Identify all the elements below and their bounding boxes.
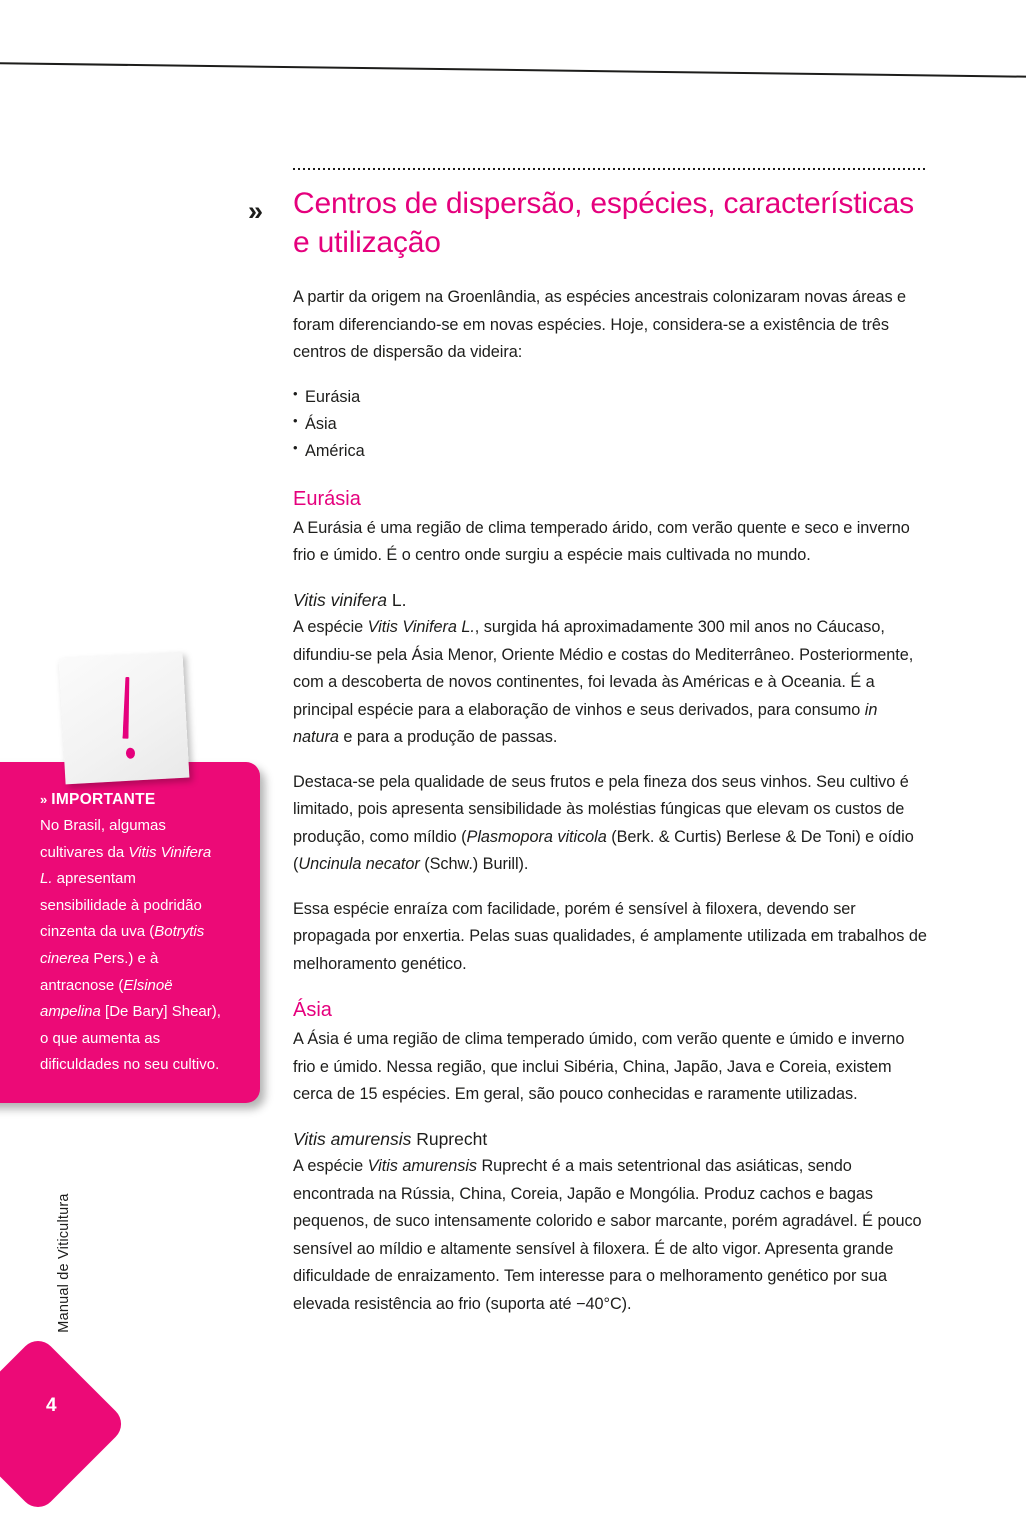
species-name-italic: Vitis vinifera: [293, 589, 388, 610]
list-item: • Eurásia: [293, 384, 927, 411]
page-title-row: [248, 184, 927, 262]
paragraph-amurensis-description: A espécie Vitis amurensis Ruprecht é a mais setentrional das asiáticas, sendo encontrada na Rússia, China, Coreia, Japão e Mongólia. Produz cachos e bagas pequenos, de suco intensamente colorido e sabor marcante, porém agradável. É pouco sensível ao míldio e altamente sensível à filoxera. É de alto vigor. Apresenta grande dificuldade de enraizamento. Tem interesse para o melhoramento genético por sua elevada resistência ao frio (suporta até −40°C).: [293, 1157, 922, 1313]
paragraph-vinifera-rooting: Essa espécie enraíza com facilidade, porém é sensível à filoxera, devendo ser propagada por enxertia. Pelas suas qualidades, é amplamente utilizada em trabalhos de melhoramento genético.: [293, 899, 927, 973]
title-dotted-rule: [293, 168, 927, 170]
species-heading-vitis-vinifera: [293, 587, 927, 613]
page-title: Centros de dispersão, espécies, características e utilização: [293, 187, 914, 259]
exclamation-dot-icon: [126, 747, 136, 758]
species-name-authority: L.: [387, 589, 407, 610]
running-book-title: Manual de Viticultura: [56, 1193, 72, 1333]
list-item: • América: [293, 438, 927, 465]
section-intro-eurasia: A Eurásia é uma região de clima temperado árido, com verão quente e seco e inverno frio e úmido. É o centro onde surgiu a espécie mais cultivada no mundo.: [293, 518, 910, 565]
exclamation-mark-icon: [122, 677, 130, 739]
page-number-diamond: [0, 1333, 129, 1514]
main-content-column: [248, 168, 927, 1335]
chevron-double-right-icon: »: [40, 792, 47, 807]
sticky-note-graphic: [59, 652, 190, 785]
intro-paragraph: A partir da origem na Groenlândia, as espécies ancestrais colonizaram novas áreas e foram diferenciando-se em novas espécies. Hoje, considera-se a existência de três centros de dispersão da videira:: [293, 288, 907, 362]
section-heading-asia: Ásia: [293, 999, 332, 1022]
species-name-authority: Ruprecht: [411, 1129, 488, 1149]
species-heading-vitis-amurensis: [293, 1126, 927, 1152]
section-heading-eurasia: Eurásia: [293, 487, 361, 510]
species-name-italic: Vitis amurensis: [293, 1129, 412, 1149]
section-intro-asia: A Ásia é uma região de clima temperado úmido, com verão quente e úmido e inverno frio e úmido. Nessa região, que inclui Sibéria, China, Japão, Java e Coreia, existem cerca de 15 espécies. Em geral, são pouco conhecidas e raramente utilizadas.: [293, 1030, 905, 1104]
callout-title-label: IMPORTANTE: [51, 791, 156, 808]
chevron-double-right-icon: »: [248, 196, 262, 226]
callout-body-text: No Brasil, algumas cultivares da Vitis Vinifera L. apresentam sensibilidade à podridão cinzenta da uva (Botrytis cinerea Pers.) e à antracnose (Elsinoë ampelina [De Bary] Shear), o que aumenta as dificuldades no seu cultivo.: [40, 817, 221, 1074]
important-callout-box: [0, 762, 260, 1103]
page-number: 4: [46, 1395, 57, 1416]
paragraph-vinifera-origin: A espécie Vitis Vinifera L., surgida há aproximadamente 300 mil anos no Cáucaso, difundiu-se pela Ásia Menor, Oriente Médio e costas do Mediterrâneo. Posteriormente, com a descoberta de novos continentes, foi levada às Américas e à Oceania. É a principal espécie para a elaboração de vinhos e seus derivados, para consumo in natura e para a produção de passas.: [293, 618, 914, 747]
list-item: • Ásia: [293, 411, 927, 438]
callout-title: [40, 788, 226, 811]
page-edge-line: [0, 62, 1026, 78]
paragraph-vinifera-quality: Destaca-se pela qualidade de seus frutos e pela fineza dos seus vinhos. Seu cultivo é limitado, pois apresenta sensibilidade às moléstias fúngicas que elevam os custos de produção, como míldio (Plasmopora viticola (Berk. & Curtis) Berlese & De Toni) e oídio (Uncinula necator (Schw.) Burill).: [293, 772, 914, 874]
dispersion-centers-list: [293, 384, 927, 466]
